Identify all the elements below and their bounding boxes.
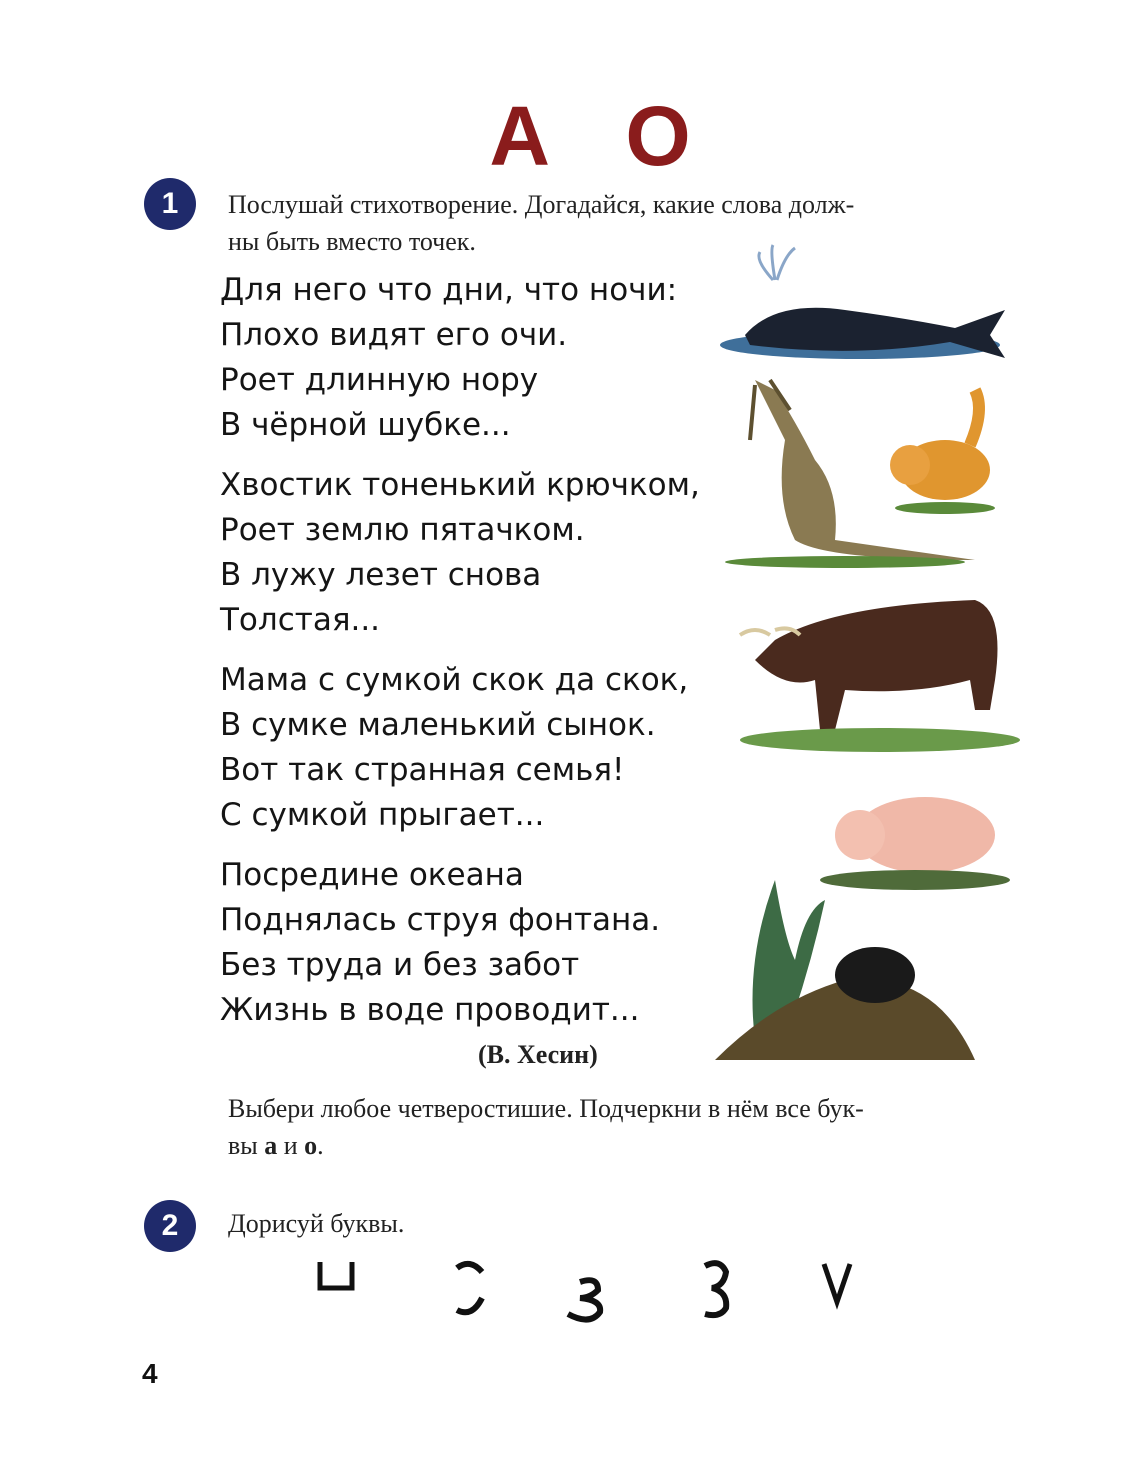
stanza-3 <box>220 658 688 838</box>
title-letter-o: О <box>625 89 691 183</box>
pig-illustration <box>820 797 1010 890</box>
poem-line: Без труда и без забот <box>220 947 580 983</box>
letter-fragment-4 <box>705 1263 726 1315</box>
task-text: вы <box>228 1131 265 1160</box>
poem-line: Роет длинную нору <box>220 362 539 398</box>
exercise-2-instruction: Дорисуй буквы. <box>228 1209 405 1238</box>
poem-line: В чёрной шубке... <box>220 407 511 443</box>
poem-line: Хвостик тоненький крючком, <box>220 467 700 503</box>
poem-line: Поднялась струя фонтана. <box>220 902 661 938</box>
poem-line: Вот так странная семья! <box>220 752 625 788</box>
exercise-1-badge: 1 <box>144 178 196 230</box>
poem-line: В лужу лезет снова <box>220 557 542 593</box>
mole-illustration <box>715 880 975 1060</box>
exercise-1-task <box>228 1090 1048 1164</box>
letter-fragment-2 <box>457 1264 482 1312</box>
poem-line: Для него что дни, что ночи: <box>220 272 678 308</box>
poem-line: Плохо видят его очи. <box>220 317 568 353</box>
letter-fragment-5 <box>824 1264 850 1302</box>
task-line: Выбери любое четверостишие. Подчеркни в нём все бук- <box>228 1094 864 1123</box>
poem-line: Толстая... <box>220 602 381 638</box>
page-number: 4 <box>142 1358 158 1389</box>
poem-attribution: (В. Хесин) <box>478 1040 598 1069</box>
title-letter-a: А <box>489 89 550 183</box>
letter-fragment-3 <box>568 1280 600 1319</box>
exercise-2-badge: 2 <box>144 1200 196 1252</box>
whale-illustration <box>720 245 1005 359</box>
animal-illustrations <box>715 240 1025 1070</box>
poem-line: Жизнь в воде проводит... <box>220 992 640 1028</box>
stanza-1 <box>220 268 677 448</box>
cat-illustration <box>890 390 995 514</box>
instruction-line: Послушай стихотворение. Догадайся, какие слова долж- <box>228 190 855 219</box>
poem-line: Роет землю пятачком. <box>220 512 585 548</box>
task-letter-o: о <box>304 1131 318 1160</box>
task-letter-a: а <box>264 1131 278 1160</box>
page-title <box>0 88 1125 185</box>
stanza-4 <box>220 853 660 1033</box>
letter-fragment-1 <box>320 1262 352 1288</box>
poem-line: С сумкой прыгает... <box>220 797 545 833</box>
task-line <box>228 1127 1048 1164</box>
task-text: и <box>277 1131 305 1160</box>
letter-fragments <box>300 1250 880 1330</box>
poem-line: Посредине океана <box>220 857 524 893</box>
poem-line: В сумке маленький сынок. <box>220 707 656 743</box>
cow-illustration <box>740 600 1020 752</box>
stanza-2 <box>220 463 700 643</box>
task-text: . <box>317 1131 324 1160</box>
poem-line: Мама с сумкой скок да скок, <box>220 662 689 698</box>
instruction-line: ны быть вместо точек. <box>228 227 476 256</box>
